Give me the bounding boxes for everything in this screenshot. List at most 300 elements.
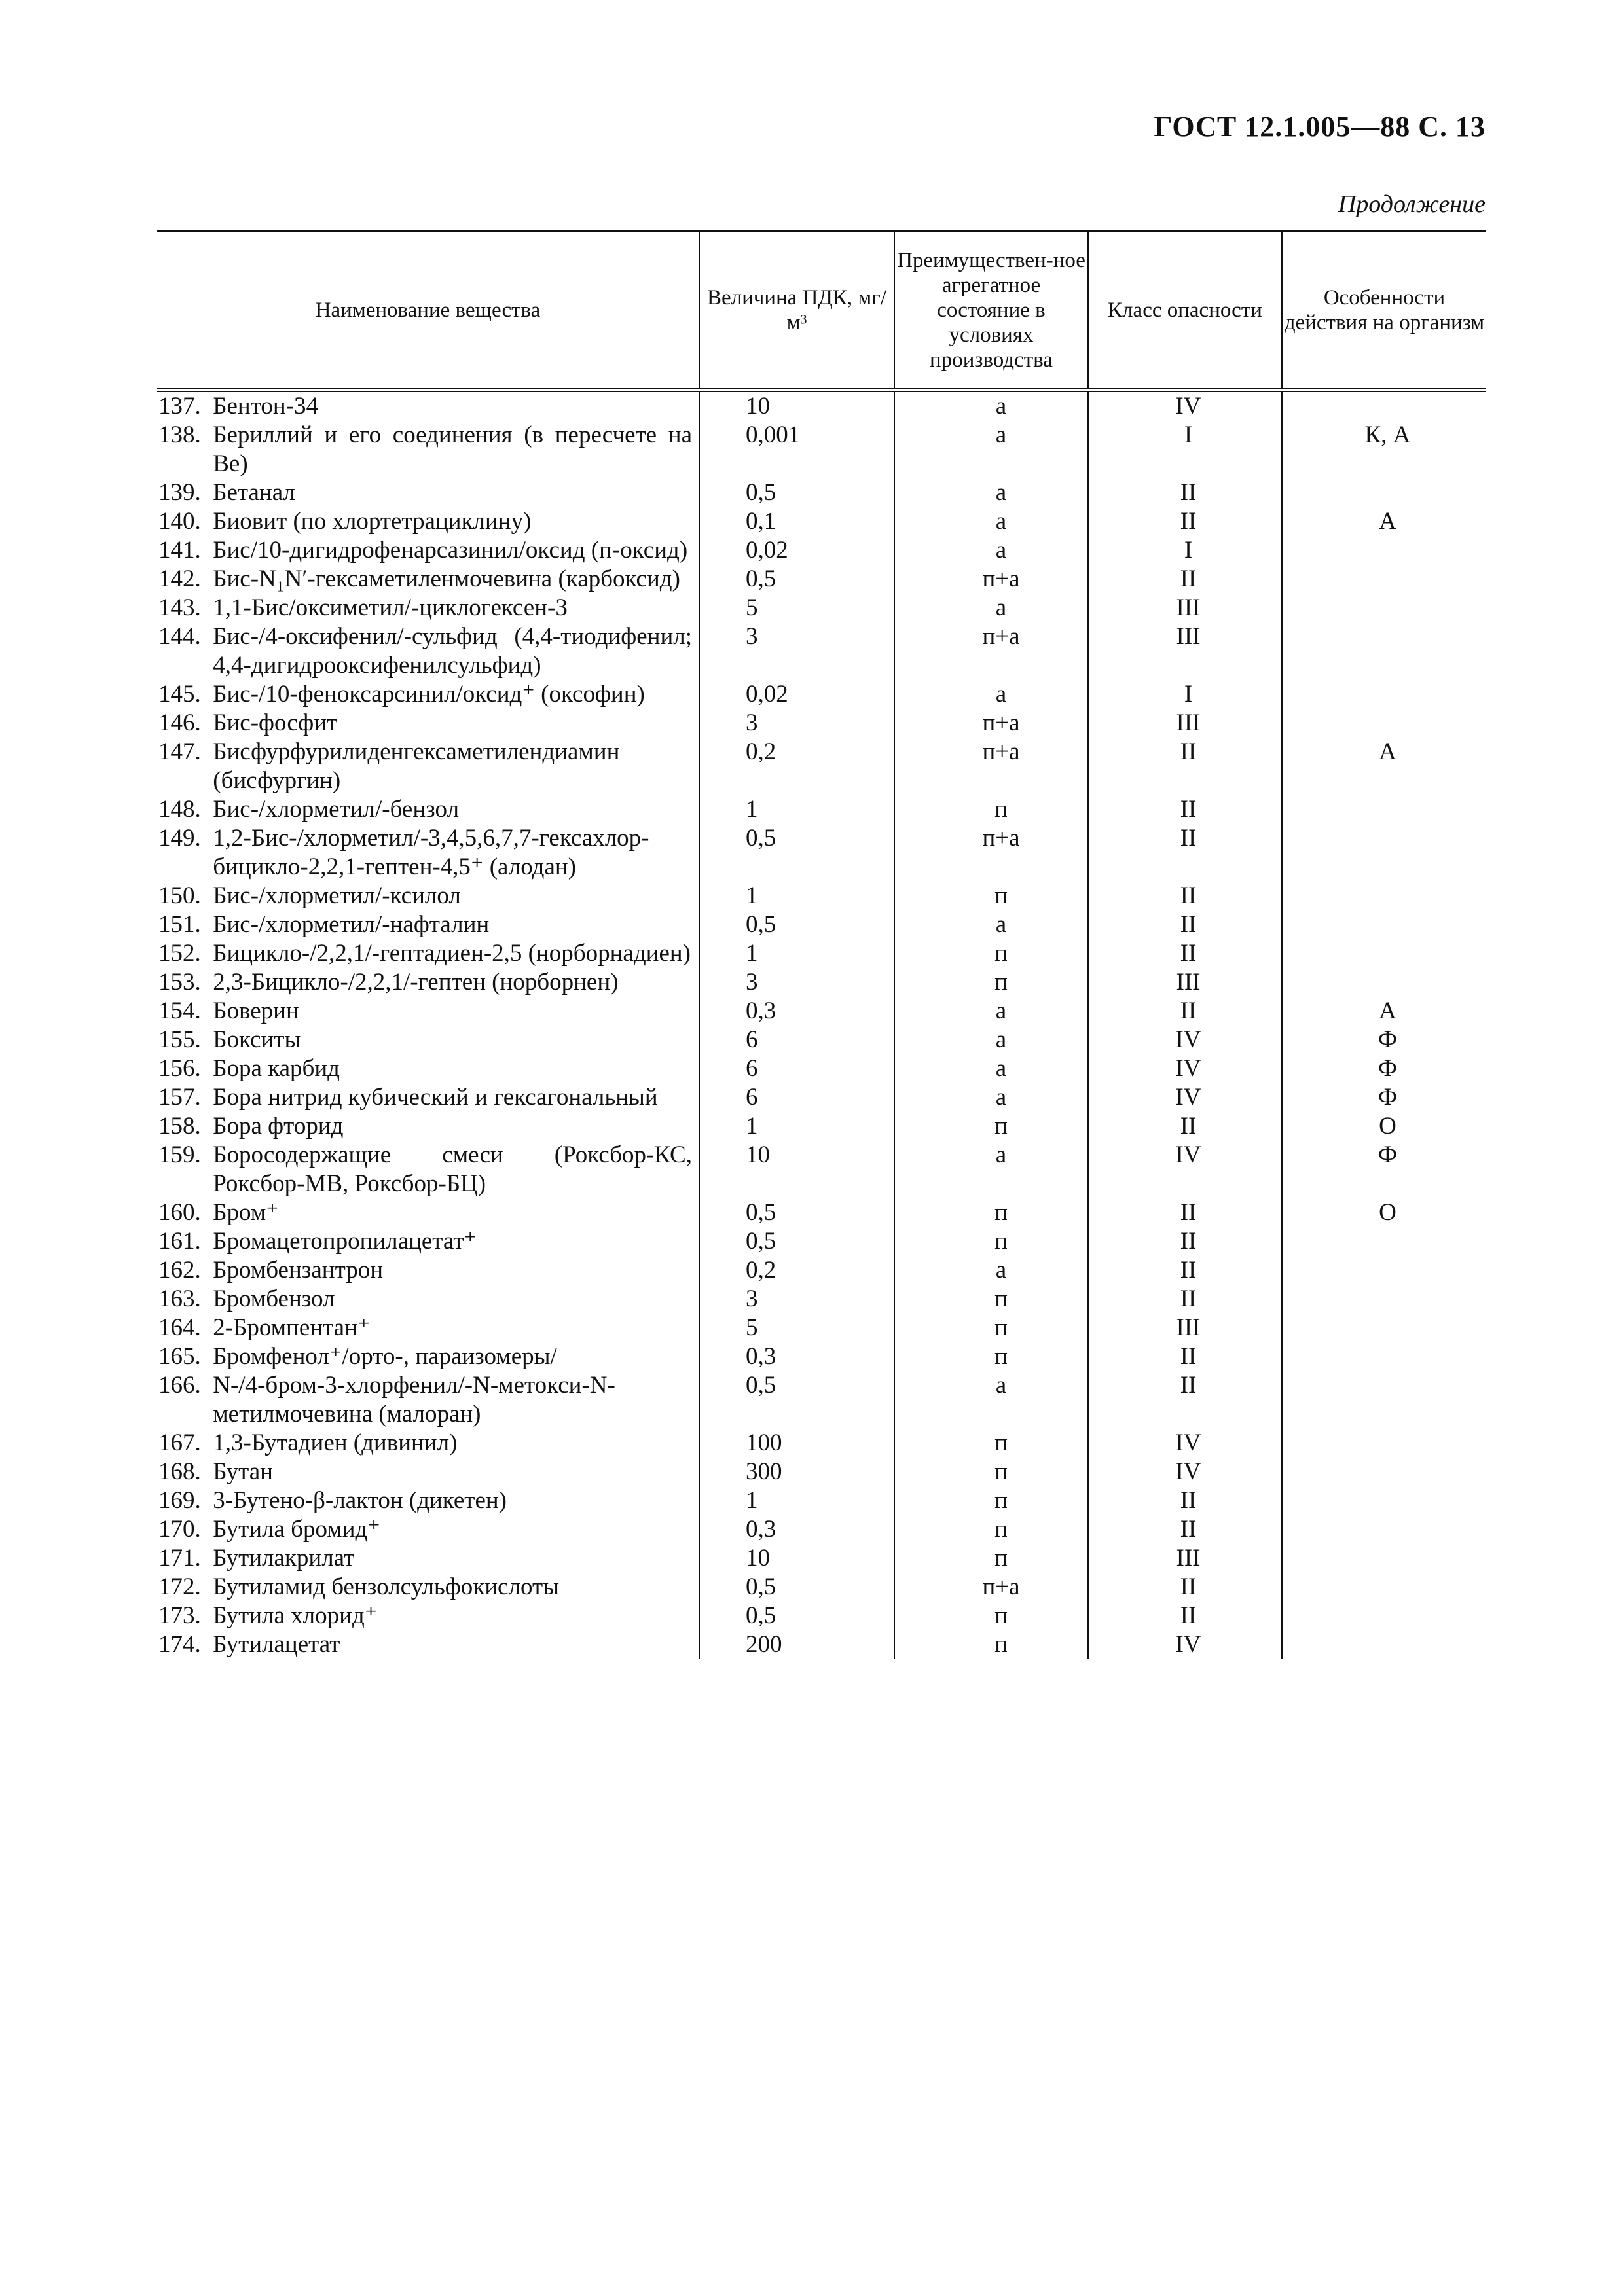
table-row (157, 1544, 1486, 1573)
row-number: 141. (158, 537, 213, 564)
table-row (157, 1198, 1486, 1227)
row-number: 156. (158, 1055, 213, 1082)
aggregate-state: а (894, 594, 1087, 622)
row-number: 142. (158, 565, 213, 592)
substance-cell (157, 1026, 699, 1054)
effect-features (1281, 939, 1486, 968)
row-number: 149. (158, 825, 213, 852)
effect-features (1281, 1486, 1486, 1515)
pdk-value: 0,2 (699, 1256, 894, 1285)
substance-name: Бромацетопропилацетат⁺ (213, 1228, 477, 1255)
aggregate-state: п (894, 1285, 1087, 1314)
row-number: 139. (158, 479, 213, 506)
pdk-value: 6 (699, 1054, 894, 1083)
hazard-class: I (1087, 536, 1281, 565)
substance-cell (157, 392, 699, 421)
pdk-value: 3 (699, 968, 894, 997)
hazard-class: I (1087, 680, 1281, 709)
substance-cell (157, 1544, 699, 1573)
substance-name: Бентон-34 (213, 393, 319, 420)
hazard-class: III (1087, 1544, 1281, 1573)
aggregate-state: п (894, 1515, 1087, 1544)
effect-features (1281, 1602, 1486, 1630)
hazard-class: III (1087, 1314, 1281, 1342)
hazard-class: II (1087, 1486, 1281, 1515)
substance-cell (157, 1602, 699, 1630)
substance-name: Бис-/10-феноксарсинил/оксид⁺ (оксофин) (213, 681, 645, 708)
page-header: ГОСТ 12.1.005—88 С. 13 (1154, 111, 1486, 143)
substance-name: Бисфурфурилиденгексаметилендиамин (бисфургин) (213, 738, 620, 794)
effect-features (1281, 536, 1486, 565)
hazard-class: I (1087, 421, 1281, 478)
row-number: 155. (158, 1026, 213, 1053)
aggregate-state: п (894, 968, 1087, 997)
hazard-class: II (1087, 507, 1281, 536)
table-row (157, 1314, 1486, 1342)
pdk-value: 0,3 (699, 997, 894, 1026)
table-row (157, 1227, 1486, 1256)
substance-name: Бис-N₁N′-гексаметиленмочевина (карбоксид) (213, 565, 680, 592)
substance-cell (157, 1112, 699, 1141)
table-row (157, 392, 1486, 421)
substance-name: Бутила хлорид⁺ (213, 1602, 378, 1629)
table-row (157, 1573, 1486, 1602)
table-row (157, 939, 1486, 968)
substance-name: Бис-/4-оксифенил/-сульфид (4,4-тиодифенил; 4,4-дигидрооксифенилсульфид) (213, 623, 692, 679)
pdk-value: 0,5 (699, 824, 894, 882)
substance-cell (157, 1429, 699, 1458)
row-number: 163. (158, 1285, 213, 1312)
effect-features: О (1281, 1112, 1486, 1141)
row-number: 154. (158, 997, 213, 1024)
pdk-value: 100 (699, 1429, 894, 1458)
pdk-value: 0,02 (699, 680, 894, 709)
aggregate-state: п (894, 1198, 1087, 1227)
continuation-label: Продолжение (1338, 190, 1486, 218)
pdk-value: 1 (699, 1486, 894, 1515)
pdk-value: 10 (699, 1141, 894, 1198)
row-number: 169. (158, 1487, 213, 1514)
pdk-value: 6 (699, 1026, 894, 1054)
effect-features (1281, 680, 1486, 709)
effect-features (1281, 1515, 1486, 1544)
hazard-class: II (1087, 1573, 1281, 1602)
hazard-class: III (1087, 594, 1281, 622)
effect-features (1281, 392, 1486, 421)
substance-cell (157, 622, 699, 680)
hazard-class: IV (1087, 1429, 1281, 1458)
hazard-class: IV (1087, 1458, 1281, 1486)
substance-name: Бутилацетат (213, 1631, 340, 1658)
pdk-value: 10 (699, 392, 894, 421)
pdk-value: 3 (699, 709, 894, 738)
table-header (157, 230, 1486, 392)
substance-cell (157, 824, 699, 882)
substance-name: Бутила бромид⁺ (213, 1516, 380, 1543)
pdk-value: 0,5 (699, 565, 894, 594)
pdk-value: 1 (699, 882, 894, 910)
substance-cell (157, 1141, 699, 1198)
substance-name: Бис-/хлорметил/-нафталин (213, 911, 490, 938)
pdk-value: 200 (699, 1630, 894, 1659)
aggregate-state: а (894, 507, 1087, 536)
table-row (157, 478, 1486, 507)
pdk-value: 0,5 (699, 478, 894, 507)
effect-features: К, А (1281, 421, 1486, 478)
aggregate-state: п (894, 882, 1087, 910)
substance-cell (157, 738, 699, 795)
substance-cell (157, 507, 699, 536)
table-row (157, 536, 1486, 565)
hazard-class: II (1087, 1342, 1281, 1371)
table-row (157, 1083, 1486, 1112)
substance-cell (157, 1515, 699, 1544)
aggregate-state: п (894, 1429, 1087, 1458)
effect-features (1281, 1573, 1486, 1602)
substance-cell (157, 997, 699, 1026)
substance-cell (157, 1342, 699, 1371)
effect-features: Ф (1281, 1141, 1486, 1198)
substance-name: Бромфенол⁺/орто-, параизомеры/ (213, 1343, 557, 1370)
hazard-class: II (1087, 997, 1281, 1026)
pdk-value: 0,5 (699, 1371, 894, 1429)
row-number: 166. (158, 1372, 213, 1399)
effect-features (1281, 1429, 1486, 1458)
hazard-class: III (1087, 622, 1281, 680)
effect-features (1281, 1630, 1486, 1659)
hazard-class: II (1087, 1227, 1281, 1256)
pdk-value: 3 (699, 1285, 894, 1314)
row-number: 165. (158, 1343, 213, 1370)
substance-name: 1,2-Бис-/хлорметил/-3,4,5,6,7,7-гексахлор-бицикло-2,2,1-гептен-4,5⁺ (алодан) (213, 825, 649, 880)
substance-name: Бицикло-/2,2,1/-гептадиен-2,5 (норборнадиен) (213, 940, 691, 967)
effect-features (1281, 1371, 1486, 1429)
aggregate-state: а (894, 478, 1087, 507)
aggregate-state: а (894, 910, 1087, 939)
pdk-value: 0,5 (699, 1227, 894, 1256)
substance-name: Бис-/хлорметил/-бензол (213, 796, 460, 823)
table-row (157, 680, 1486, 709)
row-number: 174. (158, 1631, 213, 1658)
hazard-class: II (1087, 738, 1281, 795)
row-number: 147. (158, 738, 213, 765)
substance-name: 1,3-Бутадиен (дивинил) (213, 1429, 458, 1456)
hazard-class: II (1087, 795, 1281, 824)
hazard-class: III (1087, 968, 1281, 997)
table-row (157, 1342, 1486, 1371)
aggregate-state: п+а (894, 622, 1087, 680)
table-row (157, 421, 1486, 478)
pdk-value: 1 (699, 795, 894, 824)
table-row (157, 968, 1486, 997)
hazard-class: II (1087, 910, 1281, 939)
table-row (157, 910, 1486, 939)
row-number: 173. (158, 1602, 213, 1629)
col-header-name: Наименование вещества (315, 298, 541, 322)
table-row (157, 507, 1486, 536)
pdk-value: 10 (699, 1544, 894, 1573)
substance-cell (157, 1285, 699, 1314)
pdk-value: 6 (699, 1083, 894, 1112)
hazard-class: II (1087, 1112, 1281, 1141)
table-row (157, 997, 1486, 1026)
hazard-class: IV (1087, 1054, 1281, 1083)
row-number: 144. (158, 623, 213, 650)
col-header-state: Преимуществен-ное агрегатное состояние в условиях производства (894, 232, 1087, 388)
pdk-value: 1 (699, 939, 894, 968)
table-body (157, 392, 1486, 1659)
substance-name: 1,1-Бис/оксиметил/-циклогексен-3 (213, 594, 568, 621)
effect-features (1281, 1256, 1486, 1285)
table-row (157, 1515, 1486, 1544)
hazard-class: II (1087, 1285, 1281, 1314)
row-number: 150. (158, 882, 213, 909)
aggregate-state: а (894, 1083, 1087, 1112)
row-number: 152. (158, 940, 213, 967)
effect-features (1281, 1544, 1486, 1573)
row-number: 157. (158, 1084, 213, 1111)
aggregate-state: п (894, 795, 1087, 824)
effect-features: О (1281, 1198, 1486, 1227)
table-row (157, 1486, 1486, 1515)
substance-name: Бутиламид бензолсульфокислоты (213, 1573, 559, 1600)
pdk-value: 0,3 (699, 1342, 894, 1371)
substance-name: Бромбензол (213, 1285, 335, 1312)
row-number: 171. (158, 1545, 213, 1571)
table-row (157, 1141, 1486, 1198)
pdk-value: 5 (699, 1314, 894, 1342)
substance-cell (157, 421, 699, 478)
substance-cell (157, 795, 699, 824)
pdk-value: 0,3 (699, 1515, 894, 1544)
effect-features: Ф (1281, 1054, 1486, 1083)
substance-name: Бериллий и его соединения (в пересчете на Ве) (213, 422, 692, 477)
substance-cell (157, 709, 699, 738)
row-number: 172. (158, 1573, 213, 1600)
row-number: 148. (158, 796, 213, 823)
aggregate-state: п (894, 1544, 1087, 1573)
substance-name: Биовит (по хлортетрациклину) (213, 508, 532, 535)
row-number: 137. (158, 393, 213, 420)
effect-features (1281, 709, 1486, 738)
aggregate-state: п+а (894, 1573, 1087, 1602)
hazard-class: II (1087, 1515, 1281, 1544)
hazard-class: IV (1087, 1026, 1281, 1054)
substance-name: 2-Бромпентан⁺ (213, 1314, 371, 1341)
col-header-class: Класс опасности (1087, 232, 1281, 388)
effect-features (1281, 968, 1486, 997)
effect-features (1281, 1314, 1486, 1342)
substance-cell (157, 536, 699, 565)
substances-table (157, 230, 1486, 1659)
substance-cell (157, 594, 699, 622)
row-number: 145. (158, 681, 213, 708)
pdk-value: 0,2 (699, 738, 894, 795)
aggregate-state: а (894, 997, 1087, 1026)
aggregate-state: а (894, 680, 1087, 709)
effect-features: Ф (1281, 1083, 1486, 1112)
aggregate-state: а (894, 536, 1087, 565)
row-number: 160. (158, 1199, 213, 1226)
substance-cell (157, 1486, 699, 1515)
substance-cell (157, 680, 699, 709)
aggregate-state: а (894, 1026, 1087, 1054)
pdk-value: 0,5 (699, 910, 894, 939)
row-number: 158. (158, 1113, 213, 1139)
substance-cell (157, 1371, 699, 1429)
substance-name: Бром⁺ (213, 1199, 279, 1226)
effect-features (1281, 1285, 1486, 1314)
table-row (157, 1112, 1486, 1141)
aggregate-state: п (894, 1486, 1087, 1515)
substance-cell (157, 1227, 699, 1256)
substance-name: Бора нитрид кубический и гексагональный (213, 1084, 658, 1111)
table-row (157, 738, 1486, 795)
table-row (157, 709, 1486, 738)
hazard-class: IV (1087, 392, 1281, 421)
aggregate-state: а (894, 1141, 1087, 1198)
effect-features: А (1281, 997, 1486, 1026)
pdk-value: 0,1 (699, 507, 894, 536)
aggregate-state: п (894, 939, 1087, 968)
hazard-class: II (1087, 1256, 1281, 1285)
table-row (157, 882, 1486, 910)
hazard-class: II (1087, 1198, 1281, 1227)
hazard-class: III (1087, 709, 1281, 738)
effect-features: А (1281, 507, 1486, 536)
substance-cell (157, 1630, 699, 1659)
table-row (157, 1429, 1486, 1458)
row-number: 153. (158, 969, 213, 996)
row-number: 167. (158, 1429, 213, 1456)
table-row (157, 795, 1486, 824)
substance-name: 3-Бутено-β-лактон (дикетен) (213, 1487, 507, 1514)
effect-features (1281, 594, 1486, 622)
hazard-class: II (1087, 882, 1281, 910)
effect-features (1281, 1227, 1486, 1256)
hazard-class: II (1087, 565, 1281, 594)
substance-cell (157, 1458, 699, 1486)
row-number: 146. (158, 709, 213, 736)
aggregate-state: а (894, 392, 1087, 421)
pdk-value: 0,5 (699, 1602, 894, 1630)
effect-features: Ф (1281, 1026, 1486, 1054)
substance-name: Бис-фосфит (213, 709, 338, 736)
row-number: 164. (158, 1314, 213, 1341)
pdk-value: 300 (699, 1458, 894, 1486)
table-row (157, 1285, 1486, 1314)
table-row (157, 622, 1486, 680)
table-row (157, 824, 1486, 882)
substance-cell (157, 1256, 699, 1285)
aggregate-state: п+а (894, 738, 1087, 795)
table-row (157, 1458, 1486, 1486)
effect-features (1281, 1458, 1486, 1486)
row-number: 161. (158, 1228, 213, 1255)
substance-name: Боросодержащие смеси (Роксбор-КС, Роксбор-МВ, Роксбор-БЦ) (213, 1141, 692, 1197)
substance-name: Бетанал (213, 479, 295, 506)
substance-name: Бутилакрилат (213, 1545, 355, 1571)
substance-cell (157, 1083, 699, 1112)
aggregate-state: а (894, 1371, 1087, 1429)
table-row (157, 594, 1486, 622)
col-header-features: Особенности действия на организм (1281, 232, 1486, 388)
row-number: 159. (158, 1141, 213, 1168)
row-number: 162. (158, 1257, 213, 1283)
col-header-pdk: Величина ПДК, мг/м³ (699, 232, 894, 388)
substance-cell (157, 910, 699, 939)
hazard-class: II (1087, 1371, 1281, 1429)
effect-features (1281, 478, 1486, 507)
pdk-value: 0,5 (699, 1198, 894, 1227)
aggregate-state: п+а (894, 709, 1087, 738)
hazard-class: II (1087, 939, 1281, 968)
pdk-value: 1 (699, 1112, 894, 1141)
aggregate-state: а (894, 1054, 1087, 1083)
table-row (157, 1256, 1486, 1285)
row-number: 138. (158, 422, 213, 448)
table-row (157, 1602, 1486, 1630)
effect-features (1281, 824, 1486, 882)
pdk-value: 0,02 (699, 536, 894, 565)
substance-name: Бокситы (213, 1026, 301, 1053)
pdk-value: 0,5 (699, 1573, 894, 1602)
aggregate-state: а (894, 1256, 1087, 1285)
pdk-value: 5 (699, 594, 894, 622)
aggregate-state: п+а (894, 565, 1087, 594)
effect-features (1281, 622, 1486, 680)
hazard-class: IV (1087, 1630, 1281, 1659)
effect-features (1281, 565, 1486, 594)
substance-cell (157, 1314, 699, 1342)
effect-features (1281, 795, 1486, 824)
substance-name: N-/4-бром-3-хлорфенил/-N-метокси-N-метилмочевина (малоран) (213, 1372, 615, 1427)
table-row (157, 1026, 1486, 1054)
substance-cell (157, 1054, 699, 1083)
substance-name: Бора фторид (213, 1113, 344, 1139)
table-row (157, 565, 1486, 594)
row-number: 170. (158, 1516, 213, 1543)
aggregate-state: а (894, 421, 1087, 478)
aggregate-state: п (894, 1342, 1087, 1371)
substance-cell (157, 939, 699, 968)
substance-cell (157, 1573, 699, 1602)
substance-name: Бис-/хлорметил/-ксилол (213, 882, 461, 909)
row-number: 168. (158, 1458, 213, 1485)
effect-features: А (1281, 738, 1486, 795)
hazard-class: II (1087, 478, 1281, 507)
hazard-class: IV (1087, 1083, 1281, 1112)
row-number: 151. (158, 911, 213, 938)
substance-name: Бис/10-дигидрофенарсазинил/оксид (п-оксид) (213, 537, 688, 564)
aggregate-state: п (894, 1602, 1087, 1630)
hazard-class: II (1087, 824, 1281, 882)
pdk-value: 3 (699, 622, 894, 680)
aggregate-state: п (894, 1227, 1087, 1256)
substance-name: Боверин (213, 997, 299, 1024)
aggregate-state: п+а (894, 824, 1087, 882)
table-row (157, 1054, 1486, 1083)
substance-cell (157, 882, 699, 910)
substance-name: Бора карбид (213, 1055, 340, 1082)
substance-name: 2,3-Бицикло-/2,2,1/-гептен (норборнен) (213, 969, 619, 996)
aggregate-state: п (894, 1314, 1087, 1342)
table-row (157, 1630, 1486, 1659)
aggregate-state: п (894, 1112, 1087, 1141)
substance-cell (157, 478, 699, 507)
aggregate-state: п (894, 1630, 1087, 1659)
effect-features (1281, 882, 1486, 910)
